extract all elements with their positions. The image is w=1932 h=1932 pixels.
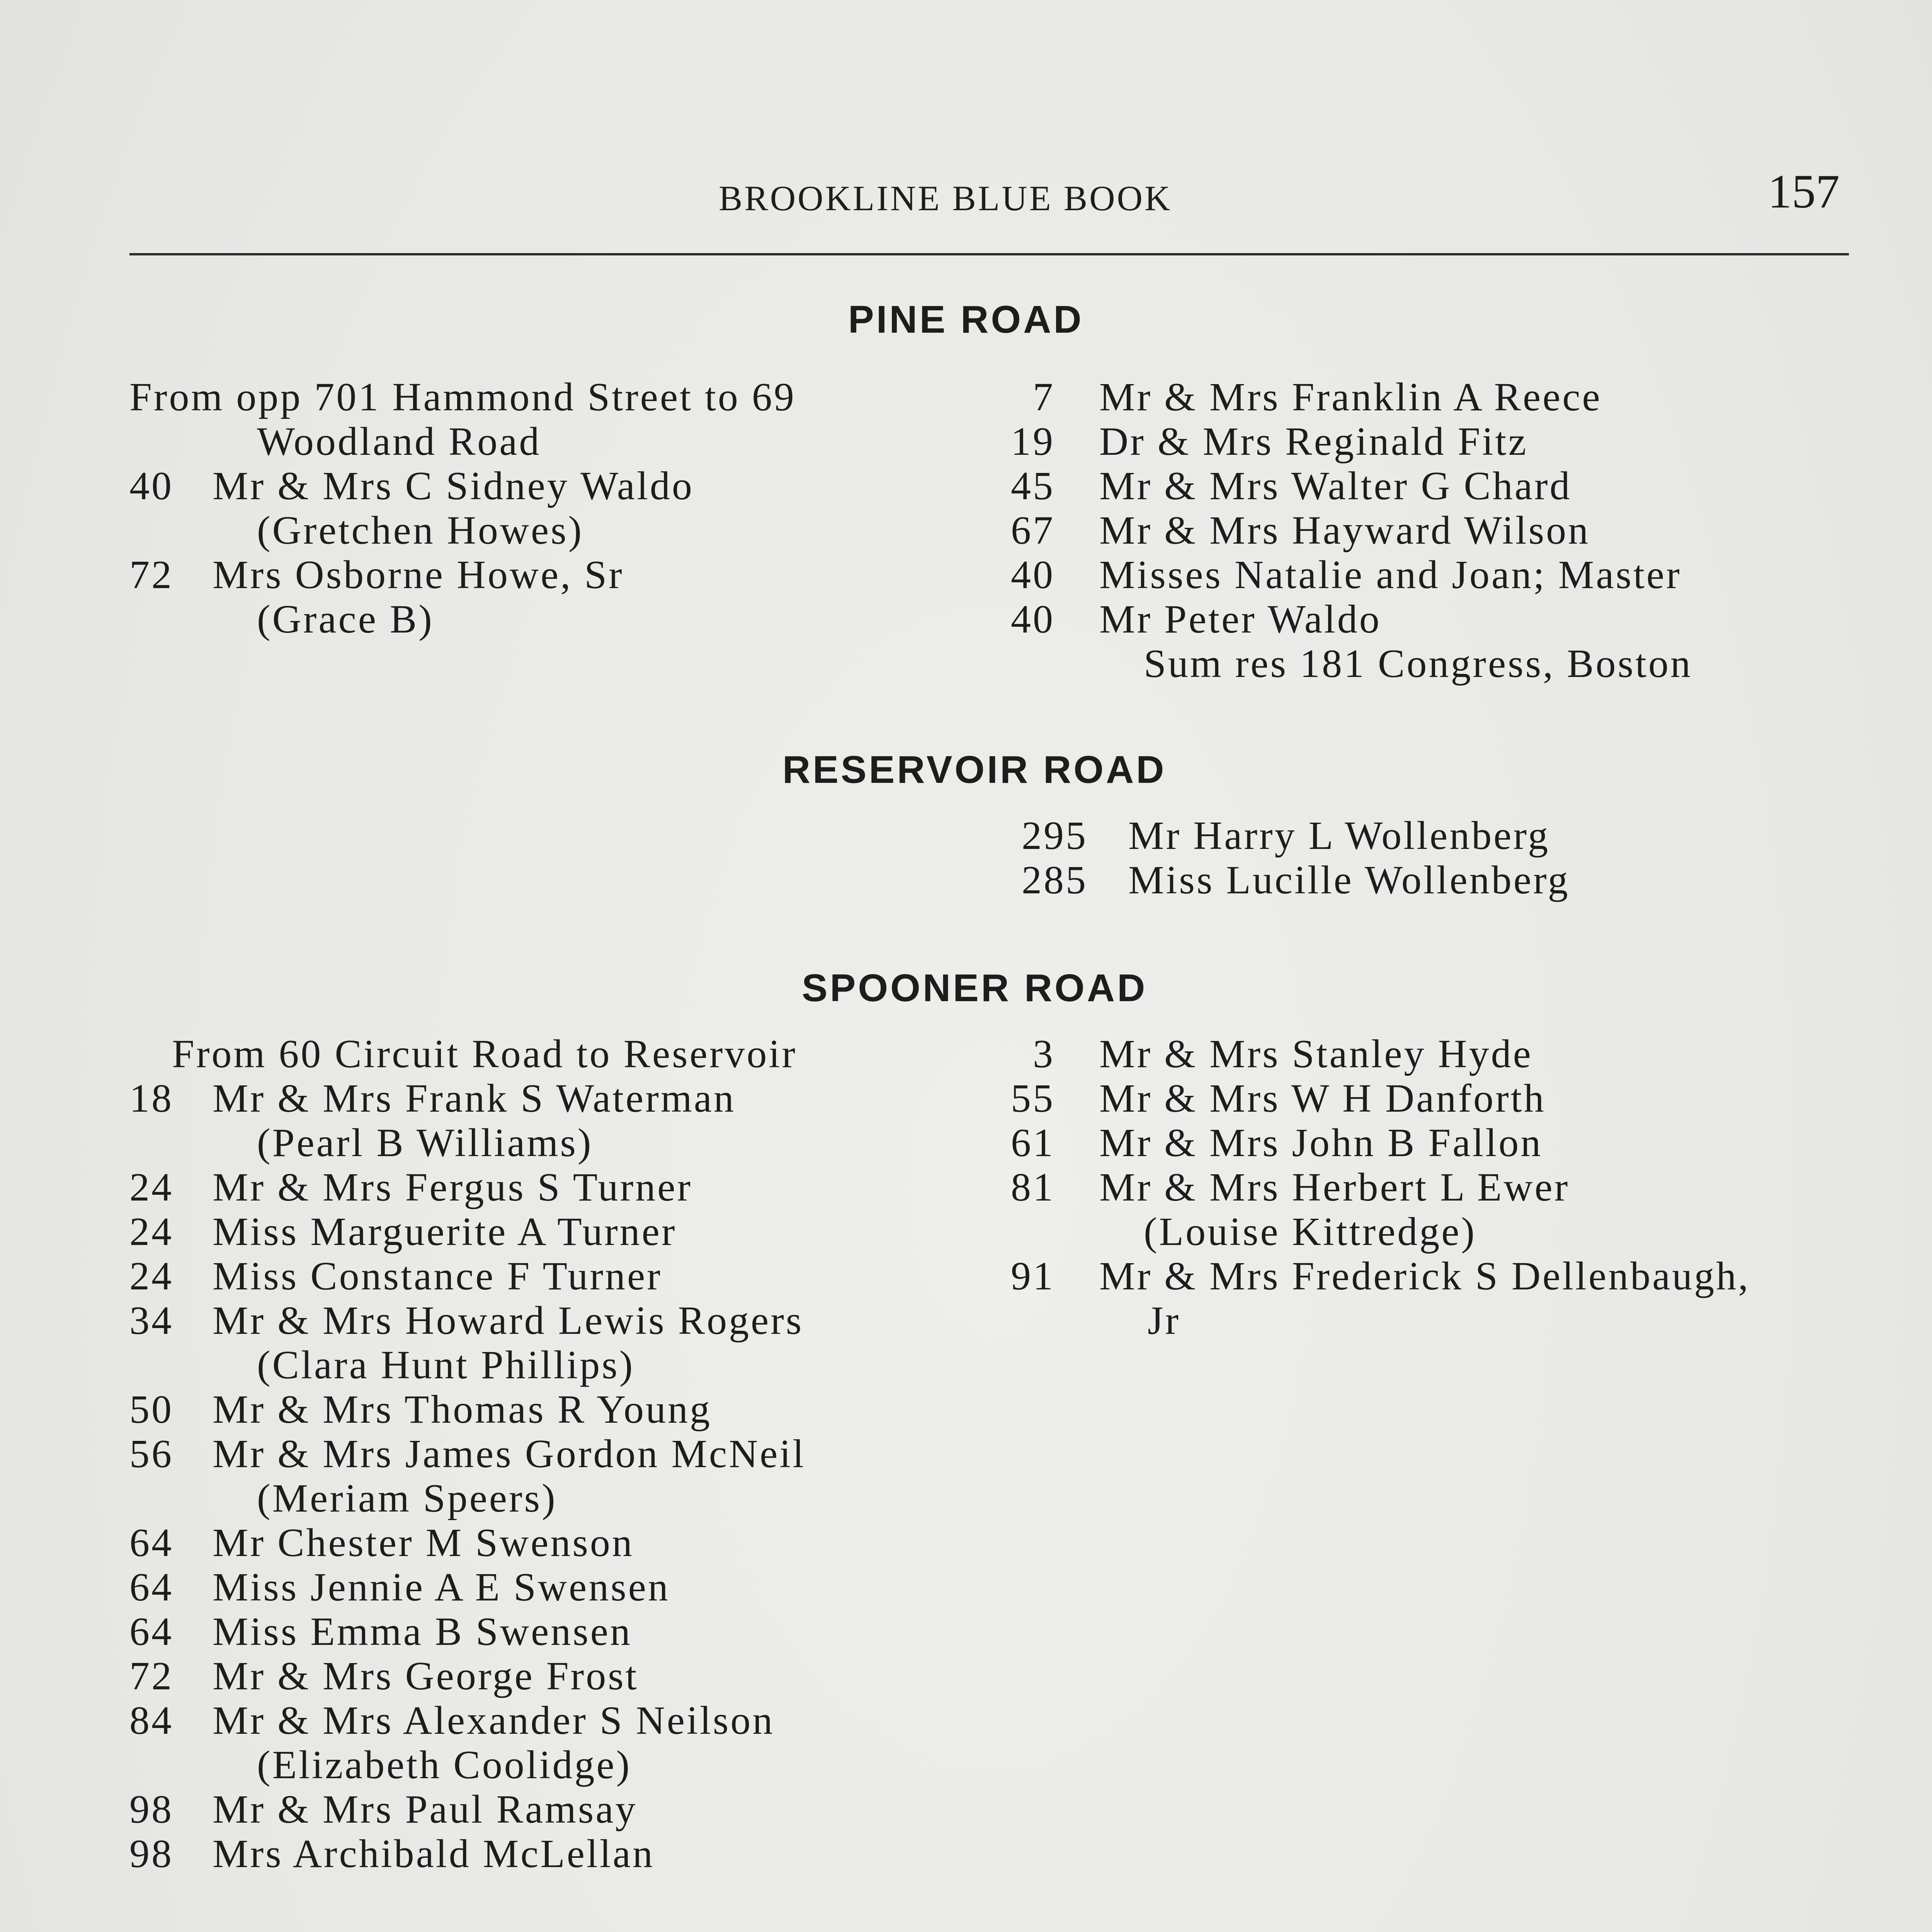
resident-entry	[129, 464, 796, 508]
house-number: 40	[129, 464, 173, 508]
resident-entry	[129, 1254, 806, 1298]
resident-entry	[129, 1698, 806, 1743]
maiden-name: (Pearl B Williams)	[257, 1121, 593, 1165]
resident-name: Miss Lucille Wollenberg	[1128, 858, 1570, 902]
pine-road-heading: PINE ROAD	[848, 298, 1084, 341]
resident-entry	[1001, 1121, 1750, 1165]
house-number: 295	[1022, 813, 1088, 858]
resident-entry	[129, 1076, 806, 1121]
house-number: 285	[1022, 858, 1088, 902]
resident-name: Mr & Mrs Stanley Hyde	[1099, 1032, 1533, 1076]
maiden-name: (Louise Kittredge)	[1144, 1209, 1477, 1254]
resident-entry	[129, 1565, 806, 1609]
resident-name: Mr & Mrs James Gordon McNeil	[213, 1432, 806, 1476]
house-number: 7	[1033, 375, 1055, 419]
pine-road-left-column	[129, 375, 796, 641]
resident-entry	[1001, 597, 1692, 641]
house-number: 50	[129, 1387, 173, 1432]
running-head: BROOKLINE BLUE BOOK	[719, 179, 1172, 218]
resident-entry	[129, 1609, 806, 1654]
house-number: 81	[1011, 1165, 1055, 1209]
house-number: 24	[129, 1165, 173, 1209]
pine-road-right-column	[1001, 375, 1692, 686]
resident-entry	[129, 1209, 806, 1254]
resident-name: Mr & Mrs W H Danforth	[1099, 1076, 1546, 1121]
name-suffix: Jr	[1148, 1298, 1181, 1343]
resident-entry	[1001, 1076, 1750, 1121]
resident-entry	[1001, 508, 1692, 553]
house-number: 84	[129, 1698, 173, 1743]
spooner-road-right-column	[1001, 1032, 1750, 1343]
house-number: 64	[129, 1609, 173, 1654]
resident-entry	[129, 1432, 806, 1476]
house-number: 67	[1011, 508, 1055, 553]
resident-entry	[1001, 464, 1692, 508]
resident-name: Miss Marguerite A Turner	[213, 1209, 677, 1254]
resident-entry	[129, 1654, 806, 1698]
resident-name: Mr & Mrs Paul Ramsay	[213, 1787, 638, 1832]
house-number: 45	[1011, 464, 1055, 508]
resident-entry	[1001, 1032, 1750, 1076]
house-number: 56	[129, 1432, 173, 1476]
resident-entry	[129, 1787, 806, 1832]
house-number: 98	[129, 1832, 173, 1876]
resident-name: Mr & Mrs George Frost	[213, 1654, 639, 1698]
resident-entry	[1001, 1165, 1750, 1209]
reservoir-road-right-column	[1001, 813, 1570, 902]
house-number: 72	[129, 553, 173, 597]
resident-entry	[129, 1520, 806, 1565]
maiden-name: (Grace B)	[257, 597, 434, 641]
resident-name: Mr & Mrs Franklin A Reece	[1099, 375, 1602, 419]
maiden-name: (Clara Hunt Phillips)	[257, 1343, 635, 1387]
resident-name: Dr & Mrs Reginald Fitz	[1099, 419, 1528, 464]
header-rule	[129, 253, 1849, 255]
resident-entry	[129, 1832, 806, 1876]
house-number: 40	[1011, 553, 1055, 597]
resident-name: Miss Emma B Swensen	[213, 1609, 632, 1654]
house-number: 61	[1011, 1121, 1055, 1165]
resident-name: Mr & Mrs Herbert L Ewer	[1099, 1165, 1570, 1209]
resident-name: Mr & Mrs Howard Lewis Rogers	[213, 1298, 804, 1343]
resident-entry	[1001, 375, 1692, 419]
resident-name: Miss Constance F Turner	[213, 1254, 662, 1298]
resident-name: Mr & Mrs Frank S Waterman	[213, 1076, 736, 1121]
resident-entry	[1001, 419, 1692, 464]
resident-name: Mr & Mrs Thomas R Young	[213, 1387, 712, 1432]
summer-residence-note: Sum res 181 Congress, Boston	[1144, 641, 1692, 686]
resident-entry	[129, 1298, 806, 1343]
house-number: 18	[129, 1076, 173, 1121]
house-number: 64	[129, 1520, 173, 1565]
resident-name: Mrs Archibald McLellan	[213, 1832, 655, 1876]
house-number: 64	[129, 1565, 173, 1609]
house-number: 55	[1011, 1076, 1055, 1121]
spooner-road-left-column	[129, 1032, 806, 1876]
maiden-name: (Gretchen Howes)	[257, 508, 584, 553]
house-number: 24	[129, 1254, 173, 1298]
resident-entry	[129, 1387, 806, 1432]
resident-name: Mr & Mrs Alexander S Neilson	[213, 1698, 775, 1743]
spooner-road-heading: SPOONER ROAD	[802, 966, 1148, 1010]
house-number: 40	[1011, 597, 1055, 641]
route-continuation: Woodland Road	[257, 419, 541, 464]
house-number: 91	[1011, 1254, 1055, 1298]
resident-name: Mrs Osborne Howe, Sr	[213, 553, 624, 597]
resident-name: Mr Harry L Wollenberg	[1128, 813, 1550, 858]
house-number: 72	[129, 1654, 173, 1698]
resident-entry	[129, 1165, 806, 1209]
resident-entry	[129, 553, 796, 597]
house-number: 19	[1011, 419, 1055, 464]
maiden-name: (Elizabeth Coolidge)	[257, 1743, 632, 1787]
resident-entry	[1001, 1254, 1750, 1298]
page-number: 157	[1768, 165, 1840, 218]
resident-entry	[1001, 858, 1570, 902]
resident-entry	[1001, 813, 1570, 858]
resident-name: Mr & Mrs Hayward Wilson	[1099, 508, 1590, 553]
resident-name: Mr & Mrs John B Fallon	[1099, 1121, 1543, 1165]
resident-name: Mr Peter Waldo	[1099, 597, 1381, 641]
resident-name: Mr & Mrs Walter G Chard	[1099, 464, 1572, 508]
resident-name: Mr & Mrs Frederick S Dellenbaugh,	[1099, 1254, 1750, 1298]
resident-name: Miss Jennie A E Swensen	[213, 1565, 670, 1609]
route-line: From 60 Circuit Road to Reservoir	[172, 1032, 797, 1076]
resident-name: Mr & Mrs Fergus S Turner	[213, 1165, 693, 1209]
house-number: 98	[129, 1787, 173, 1832]
route-line: From opp 701 Hammond Street to 69	[129, 375, 796, 419]
resident-entry	[1001, 553, 1692, 597]
reservoir-road-heading: RESERVOIR ROAD	[782, 748, 1167, 791]
resident-name: Mr & Mrs C Sidney Waldo	[213, 464, 694, 508]
resident-name: Mr Chester M Swenson	[213, 1520, 634, 1565]
maiden-name: (Meriam Speers)	[257, 1476, 557, 1520]
resident-name: Misses Natalie and Joan; Master	[1099, 553, 1682, 597]
house-number: 34	[129, 1298, 173, 1343]
house-number: 24	[129, 1209, 173, 1254]
house-number: 3	[1033, 1032, 1055, 1076]
